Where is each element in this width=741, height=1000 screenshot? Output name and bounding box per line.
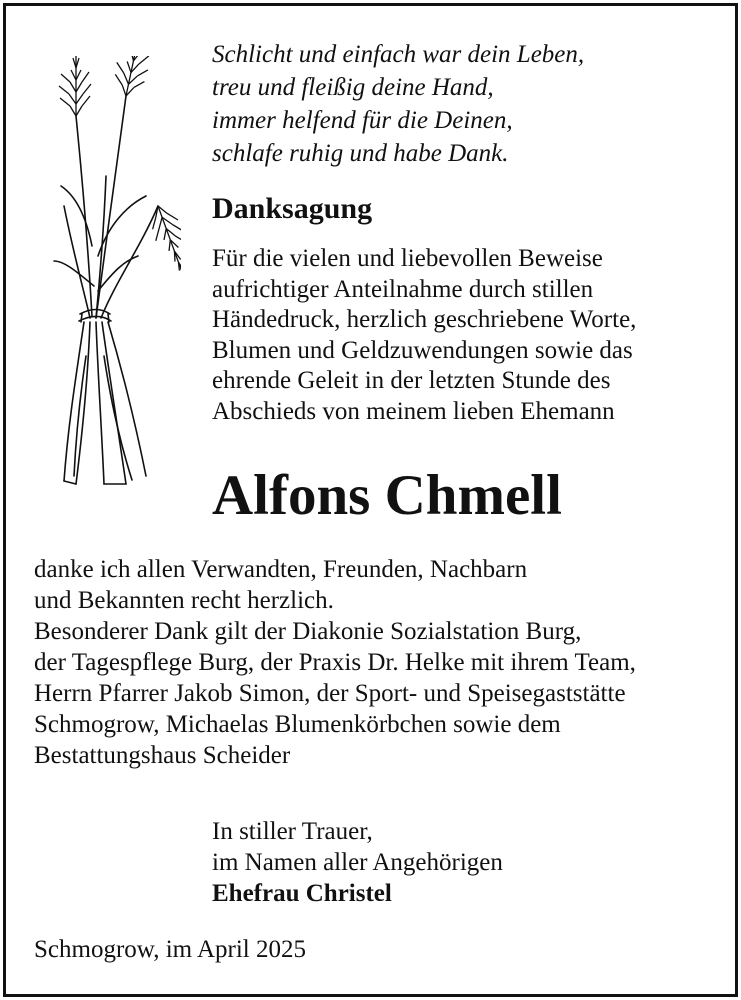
intro-paragraph	[212, 244, 636, 427]
body-line: Schmogrow, Michaelas Blumenkörbchen sowie dem	[34, 711, 561, 738]
wheat-bundle-icon	[46, 56, 181, 486]
intro-line: Abschieds von meinem lieben Ehemann	[212, 397, 615, 425]
deceased-name: Alfons Chmell	[212, 464, 562, 527]
intro-line: Blumen und Geldzuwendungen sowie das	[212, 336, 633, 364]
closing	[212, 816, 503, 909]
place-date: Schmogrow, im April 2025	[34, 936, 306, 963]
signer: Ehefrau Christel	[212, 880, 392, 907]
intro-line: ehrende Geleit in der letzten Stunde des	[212, 367, 611, 394]
body-line: Herrn Pfarrer Jakob Simon, der Sport- und Speisegaststätte	[34, 680, 626, 707]
body-line: der Tagespflege Burg, der Praxis Dr. Helke mit ihrem Team,	[34, 649, 636, 676]
intro-line: Händedruck, herzlich geschriebene Worte,	[212, 306, 637, 333]
body-line: Bestattungshaus Scheider	[34, 742, 291, 769]
intro-line: aufrichtiger Anteilnahme durch stillen	[212, 275, 594, 303]
body-paragraph	[34, 554, 636, 771]
closing-line: In stiller Trauer,	[212, 818, 373, 845]
poem-line: immer helfend für die Deinen,	[212, 107, 513, 134]
body-line: danke ich allen Verwandten, Freunden, Nachbarn	[34, 556, 528, 583]
poem	[212, 38, 584, 170]
body-line: und Bekannten recht herzlich.	[34, 587, 334, 614]
heading: Danksagung	[212, 192, 373, 225]
poem-line: schlafe ruhig und habe Dank.	[212, 140, 509, 167]
closing-line: im Namen aller Angehörigen	[212, 849, 503, 876]
poem-line: Schlicht und einfach war dein Leben,	[212, 41, 585, 68]
poem-line: treu und fleißig deine Hand,	[212, 74, 494, 101]
intro-line: Für die vielen und liebevollen Beweise	[212, 245, 603, 272]
body-line: Besonderer Dank gilt der Diakonie Sozialstation Burg,	[34, 618, 582, 645]
obituary-frame	[3, 3, 738, 997]
